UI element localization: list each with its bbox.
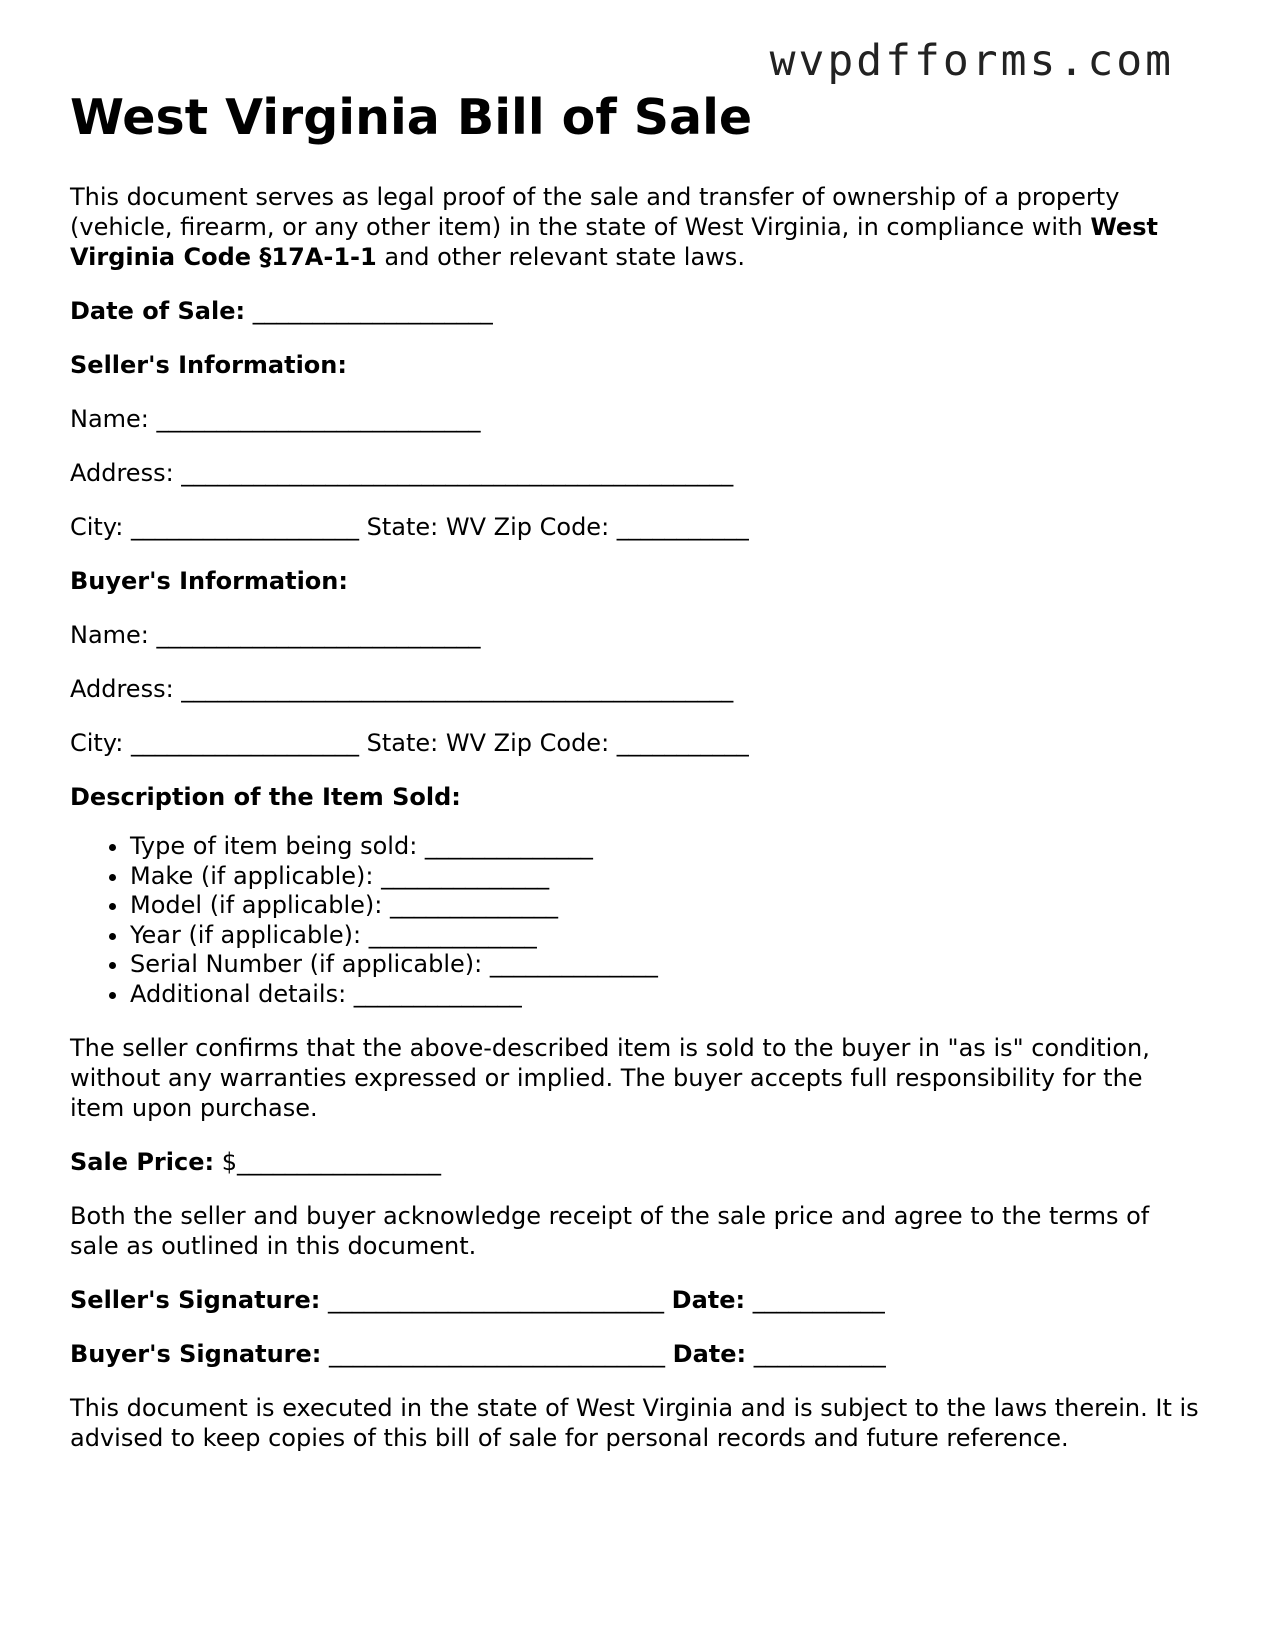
buyer-city-state-zip-field[interactable]: City: ___________________ State: WV Zip Code: ___________ — [70, 729, 749, 757]
intro-text-after: and other relevant state laws. — [376, 243, 745, 271]
sale-price-field[interactable]: $_________________ — [221, 1148, 442, 1176]
item-description-heading: Description of the Item Sold: — [70, 783, 461, 811]
seller-address-field[interactable]: Address: ______________________________________________ — [70, 459, 734, 487]
seller-city-state-zip-field[interactable]: City: ___________________ State: WV Zip Code: ___________ — [70, 513, 749, 541]
item-fields-list — [70, 832, 1200, 1009]
seller-date-field[interactable]: ___________ — [752, 1286, 885, 1314]
seller-name-field[interactable]: Name: ___________________________ — [70, 405, 481, 433]
buyer-signature-field[interactable]: ____________________________ — [329, 1340, 666, 1368]
bill-of-sale-document — [70, 88, 1200, 1477]
item-make-field[interactable]: • Make (if applicable): ______________ — [130, 862, 1200, 892]
buyer-date-label: Date: — [672, 1340, 747, 1368]
item-year-field[interactable]: • Year (if applicable): ______________ — [130, 921, 1200, 951]
document-title: West Virginia Bill of Sale — [70, 89, 753, 146]
buyer-signature-label: Buyer's Signature: — [70, 1340, 322, 1368]
buyer-info-heading: Buyer's Information: — [70, 567, 348, 595]
date-of-sale-field[interactable]: ____________________ — [252, 297, 493, 325]
site-watermark: wvpdfforms.com — [769, 36, 1174, 86]
seller-signature-label: Seller's Signature: — [70, 1286, 321, 1314]
sale-price-line — [70, 1147, 1200, 1177]
acknowledgment-paragraph: Both the seller and buyer acknowledge receipt of the sale price and agree to the terms of sale as outlined in this document. — [70, 1202, 1150, 1260]
item-model-field[interactable]: • Model (if applicable): ______________ — [130, 891, 1200, 921]
buyer-date-field[interactable]: ___________ — [753, 1340, 886, 1368]
closing-paragraph: This document is executed in the state of West Virginia and is subject to the laws therein. It is advised to keep copies of this bill of sale for personal records and future reference. — [70, 1394, 1199, 1452]
seller-signature-field[interactable]: ____________________________ — [328, 1286, 664, 1314]
intro-paragraph — [70, 182, 1200, 272]
seller-signature-line — [70, 1285, 1200, 1315]
seller-date-label: Date: — [671, 1286, 746, 1314]
sale-price-label: Sale Price: — [70, 1148, 215, 1176]
date-of-sale-line — [70, 296, 1200, 326]
buyer-signature-line — [70, 1339, 1200, 1369]
item-serial-number-field[interactable]: • Serial Number (if applicable): ______________ — [130, 950, 1200, 980]
item-type-field[interactable]: • Type of item being sold: ______________ — [130, 832, 1200, 862]
buyer-address-field[interactable]: Address: ______________________________________________ — [70, 675, 734, 703]
item-additional-details-field[interactable]: • Additional details: ______________ — [130, 980, 1200, 1010]
seller-info-heading: Seller's Information: — [70, 351, 347, 379]
date-of-sale-label: Date of Sale: — [70, 297, 246, 325]
code-reference: West Virginia Code §17A-1-1 — [70, 213, 1158, 271]
buyer-name-field[interactable]: Name: ___________________________ — [70, 621, 481, 649]
as-is-statement: The seller confirms that the above-described item is sold to the buyer in "as is" condition, without any warranties expressed or implied. The buyer accepts full responsibility for the item upon purchase. — [70, 1034, 1150, 1122]
intro-text-before: This document serves as legal proof of the sale and transfer of ownership of a property (vehicle, firearm, or any other item) in the state of West Virginia, in compliance with — [70, 183, 1120, 241]
